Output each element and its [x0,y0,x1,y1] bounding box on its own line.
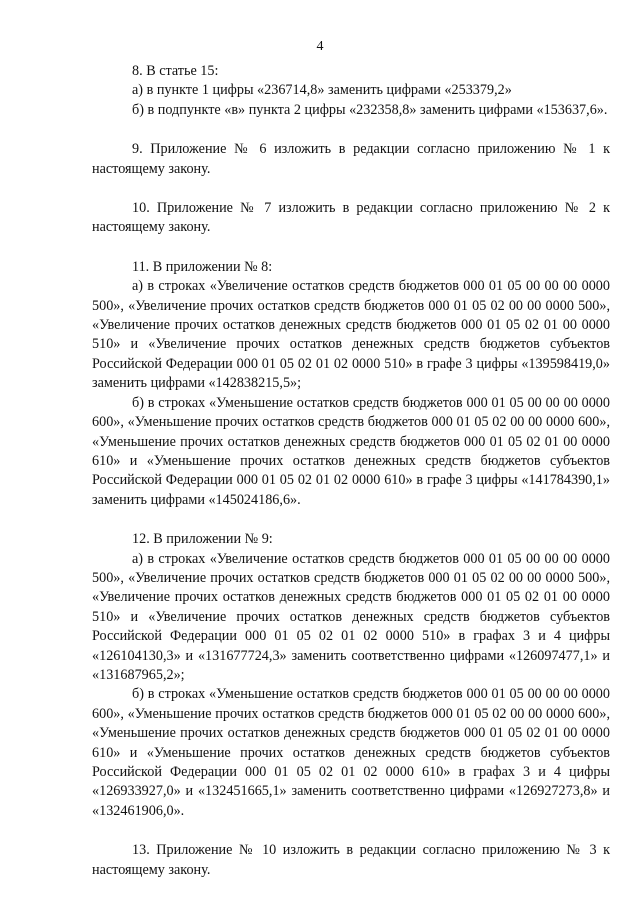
item-11 [92,258,610,510]
item-paragraph: 10. Приложение № 7 изложить в редакции согласно приложению № 2 к настоящему закону. [92,200,610,236]
item-heading: 11. В приложении № 8: [132,258,273,275]
item-paragraph: 13. Приложение № 10 изложить в редакции согласно приложению № 3 к настоящему закону. [92,842,610,878]
item-paragraph: а) в пункте 1 цифры «236714,8» заменить цифрами «253379,2» [132,82,512,99]
item-paragraph: а) в строках «Увеличение остатков средств бюджетов 000 01 05 00 00 00 0000 500», «Увеличение прочих остатков средств бюджетов 000 01 05 02 00 00 0000 500», «Увеличение прочих остатков денежных средств бюджетов 000 01 05 02 01 00 0000 510» и «Увеличение прочих остатков денежных средств бюджетов субъектов Российской Федерации 000 01 05 02 01 02 0000 510» в графе 3 цифры «139598419,0» заменить цифрами «142838215,5»; [92,278,610,392]
item-12 [92,530,610,821]
item-heading: 8. В статье 15: [132,63,219,79]
document-body [92,62,610,880]
item-paragraph: б) в строках «Уменьшение остатков средств бюджетов 000 01 05 00 00 00 0000 600», «Уменьшение прочих остатков средств бюджетов 000 01 05 02 00 00 0000 600», «Уменьшение прочих остатков денежных средств бюджетов 000 01 05 02 01 00 0000 610» и «Уменьшение прочих остатков денежных средств бюджетов субъектов Российской Федерации 000 01 05 02 01 02 0000 610» в графах 3 и 4 цифры «126933927,0» и «132451665,1» заменить соответственно цифрами «126927273,8» и «132461906,0». [92,686,610,819]
item-paragraph: б) в подпункте «в» пункта 2 цифры «232358,8» заменить цифрами «153637,6». [132,101,608,118]
item-10 [92,199,610,238]
item-paragraph: б) в строках «Уменьшение остатков средств бюджетов 000 01 05 00 00 00 0000 600», «Уменьшение прочих остатков средств бюджетов 000 01 05 02 00 00 0000 600», «Уменьшение прочих остатков денежных средств бюджетов 000 01 05 02 01 00 0000 610» и «Уменьшение прочих остатков денежных средств бюджетов субъектов Российской Федерации 000 01 05 02 01 02 0000 610» в графе 3 цифры «141784390,1» заменить цифрами «145024186,6». [92,394,610,508]
item-heading: 12. В приложении № 9: [132,531,273,548]
item-paragraph: а) в строках «Увеличение остатков средств бюджетов 000 01 05 00 00 00 0000 500», «Увеличение прочих остатков средств бюджетов 000 01 05 02 00 00 0000 500», «Увеличение прочих остатков денежных средств бюджетов 000 01 05 02 01 00 0000 510» и «Увеличение прочих остатков денежных средств бюджетов субъектов Российской Федерации 000 01 05 02 01 02 0000 510» в графах 3 и 4 цифры «126104130,3» и «131677724,3» заменить соответственно цифрами «126097477,1» и «131687965,2»; [92,550,610,683]
item-9 [92,140,610,179]
item-8 [92,62,610,120]
item-13 [92,841,610,880]
page-number: 4 [316,39,324,54]
item-paragraph: 9. Приложение № 6 изложить в редакции согласно приложению № 1 к настоящему закону. [92,141,610,177]
